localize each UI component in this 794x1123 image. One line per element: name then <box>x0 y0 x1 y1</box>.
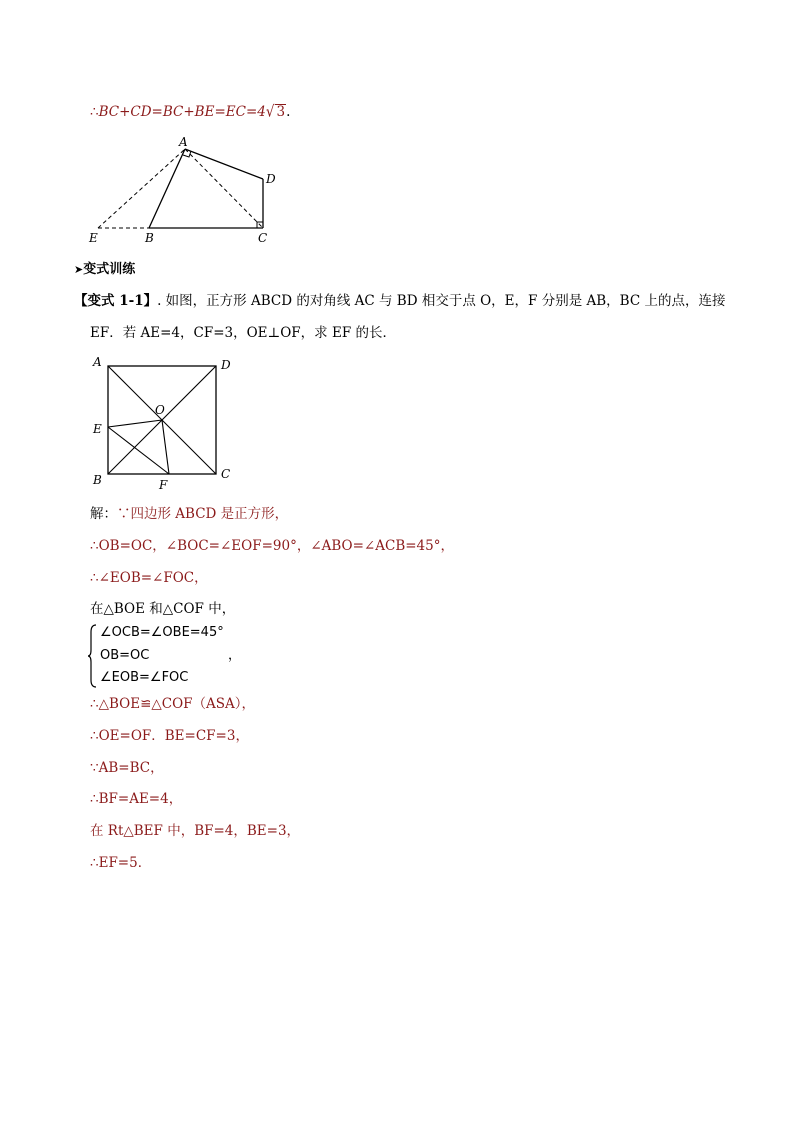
solution-line-1 <box>90 505 288 523</box>
problem-line-2 <box>90 324 396 342</box>
dashed-line-ea <box>98 149 185 228</box>
problem-tag: 【变式 1-1】 <box>74 293 158 309</box>
segment-ad <box>185 149 263 179</box>
segment-ef <box>108 427 169 474</box>
solution-line-5: ∴△BOE≌△COF（ASA）， <box>90 696 256 712</box>
label-a: A <box>179 135 188 149</box>
label-c: C <box>221 467 231 481</box>
problem-text-1: . 如图，正方形 ABCD 的对角线 AC 与 BD 相交于点 O，E，F 分别是 AB，BC 上的点，连接 <box>157 293 726 309</box>
problem-line-1 <box>74 292 725 310</box>
solution-line-4: 在△BOE 和△COF 中， <box>90 601 236 617</box>
system-row-2: OB=OC <box>100 648 150 663</box>
solution-line-7: ∵AB=BC， <box>90 760 164 776</box>
label-d: D <box>266 172 276 186</box>
section-title: 变式训练 <box>83 262 136 277</box>
solution-line-6: ∴OE=OF．BE=CF=3， <box>90 728 249 744</box>
period: . <box>286 104 291 120</box>
left-brace-icon <box>88 624 98 688</box>
label-f: F <box>159 478 168 492</box>
sqrt-icon: √ <box>265 102 275 122</box>
label-c: C <box>258 231 268 245</box>
section-heading <box>74 261 135 279</box>
solution-prefix: 解： <box>90 506 117 522</box>
radicand: 3 <box>276 104 286 120</box>
solution-line-2: ∴OB=OC，∠BOC=∠EOF=90°，∠ABO=∠ACB=45°， <box>90 538 454 554</box>
segment-ab <box>149 149 185 228</box>
label-a: A <box>93 355 102 369</box>
label-b: B <box>145 231 154 245</box>
system-comma: ， <box>228 648 242 663</box>
solution-line-9: 在 Rt△BEF 中，BF=4，BE=3， <box>90 823 301 839</box>
equation-text: BC+CD=BC+BE=EC=4 <box>98 104 266 120</box>
label-d: D <box>221 358 231 372</box>
figure-1-diagram <box>85 136 285 246</box>
label-e: E <box>89 231 98 245</box>
segment-of <box>162 420 169 474</box>
solution-line-3: ∴∠EOB=∠FOC， <box>90 570 208 586</box>
dashed-line-ac <box>185 149 263 228</box>
segment-oe <box>108 420 162 427</box>
label-b: B <box>93 473 102 487</box>
system-row-1: ∠OCB=∠OBE=45° <box>100 625 224 640</box>
problem-text-2: EF．若 AE=4，CF=3，OE⊥OF，求 EF 的长． <box>90 325 396 341</box>
system-row-3: ∠EOB=∠FOC <box>100 670 189 685</box>
arrow-icon: ➤ <box>74 263 84 276</box>
solution-premise: ∵四边形 ABCD 是正方形， <box>117 506 289 522</box>
label-e: E <box>93 422 102 436</box>
label-o: O <box>155 403 165 417</box>
therefore-symbol: ∴ <box>90 104 99 120</box>
solution-line-10: ∴EF=5． <box>90 855 152 871</box>
figure-2-diagram <box>88 352 238 492</box>
result-line <box>90 103 290 121</box>
solution-line-8: ∴BF=AE=4， <box>90 791 183 807</box>
